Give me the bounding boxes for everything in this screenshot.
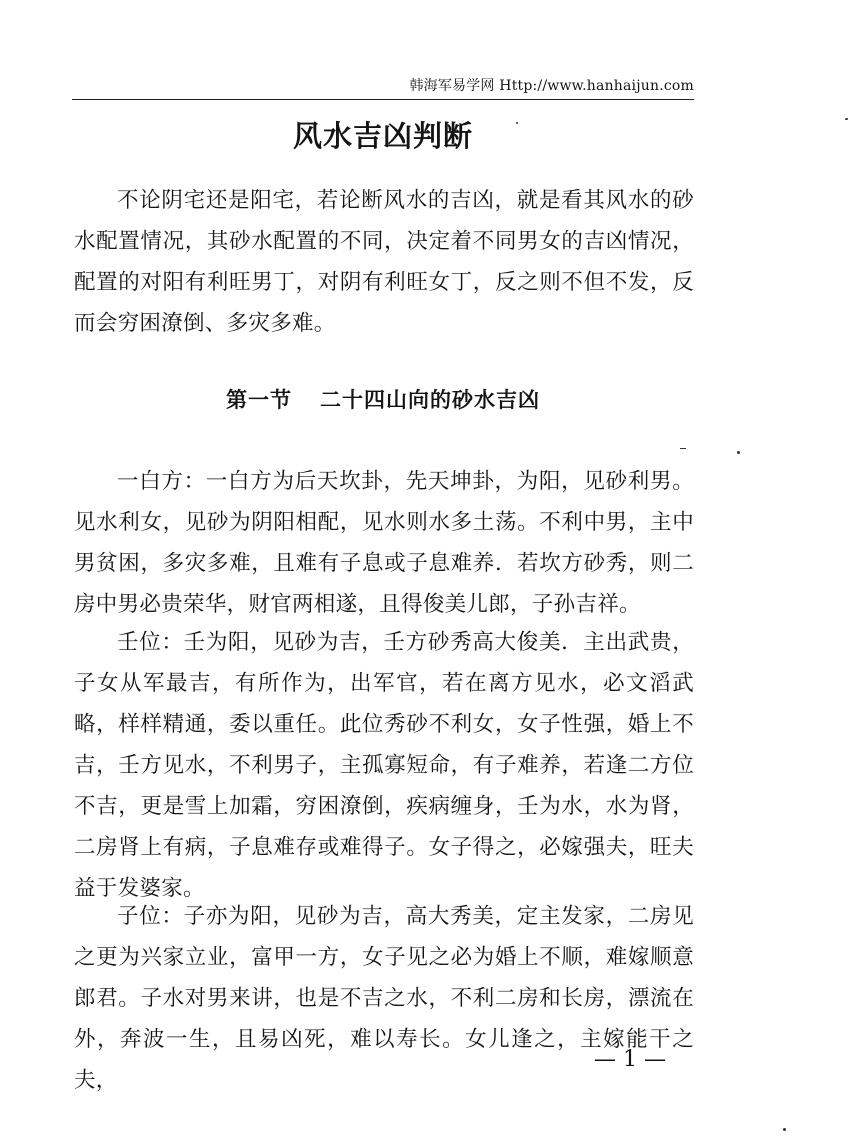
section-number: 第一节 xyxy=(226,387,292,412)
scan-speck xyxy=(516,122,518,124)
scan-speck xyxy=(783,1128,786,1131)
paragraph-zi: 子位：子亦为阳，见砂为吉，高大秀美，定主发家，二房见之更为兴家立业，富甲一方，女子见之必为婚上不顺，难嫁顺意郎君。子水对男来讲，也是不吉之水，不利二房和长房，漂流在外，奔波一生，且易凶死，难以寿长。女儿逢之，主嫁能干之夫， xyxy=(74,904,694,1093)
page-header: 韩海军易学网 Http://www.hanhaijun.com xyxy=(409,78,694,94)
page-title: 风水吉凶判断 xyxy=(292,119,473,153)
page-number: — 1 — xyxy=(594,1047,666,1072)
header-divider xyxy=(72,99,694,100)
scan-speck xyxy=(737,451,740,454)
scan-speck xyxy=(845,118,848,120)
section-title: 二十四山向的砂水吉凶 xyxy=(320,387,540,412)
section-heading xyxy=(72,380,694,420)
paragraph-yibai: 一白方：一白方为后天坎卦，先天坤卦，为阳，见砂利男。见水利女，见砂为阴阳相配，见水则水多土荡。不利中男，主中男贫困，多灾多难，且难有子息或子息难养．若坎方砂秀，则二房中男必贵荣华，财官两相遂，且得俊美儿郎，子孙吉祥。 xyxy=(74,469,694,617)
intro-paragraph: 不论阴宅还是阳宅，若论断风水的吉凶，就是看其风水的砂水配置情况，其砂水配置的不同，决定着不同男女的吉凶情况，配置的对阳有利旺男丁，对阴有利旺女丁，反之则不但不发，反而会穷困潦倒、多灾多难。 xyxy=(74,188,694,336)
paragraph-ren: 壬位：壬为阳，见砂为吉，壬方砂秀高大俊美．主出武贵，子女从军最吉，有所作为，出军官，若在离方见水，必文滔武略，样样精通，委以重任。此位秀砂不利女，女子性强，婚上不吉，壬方见水，不利男子，主孤寡短命，有子难养，若逢二方位不吉，更是雪上加霜，穷困潦倒，疾病缠身，壬为水，水为肾，二房肾上有病，子息难存或难得子。女子得之，必嫁强夫，旺夫益于发婆家。 xyxy=(74,630,694,901)
scan-speck xyxy=(680,448,686,449)
